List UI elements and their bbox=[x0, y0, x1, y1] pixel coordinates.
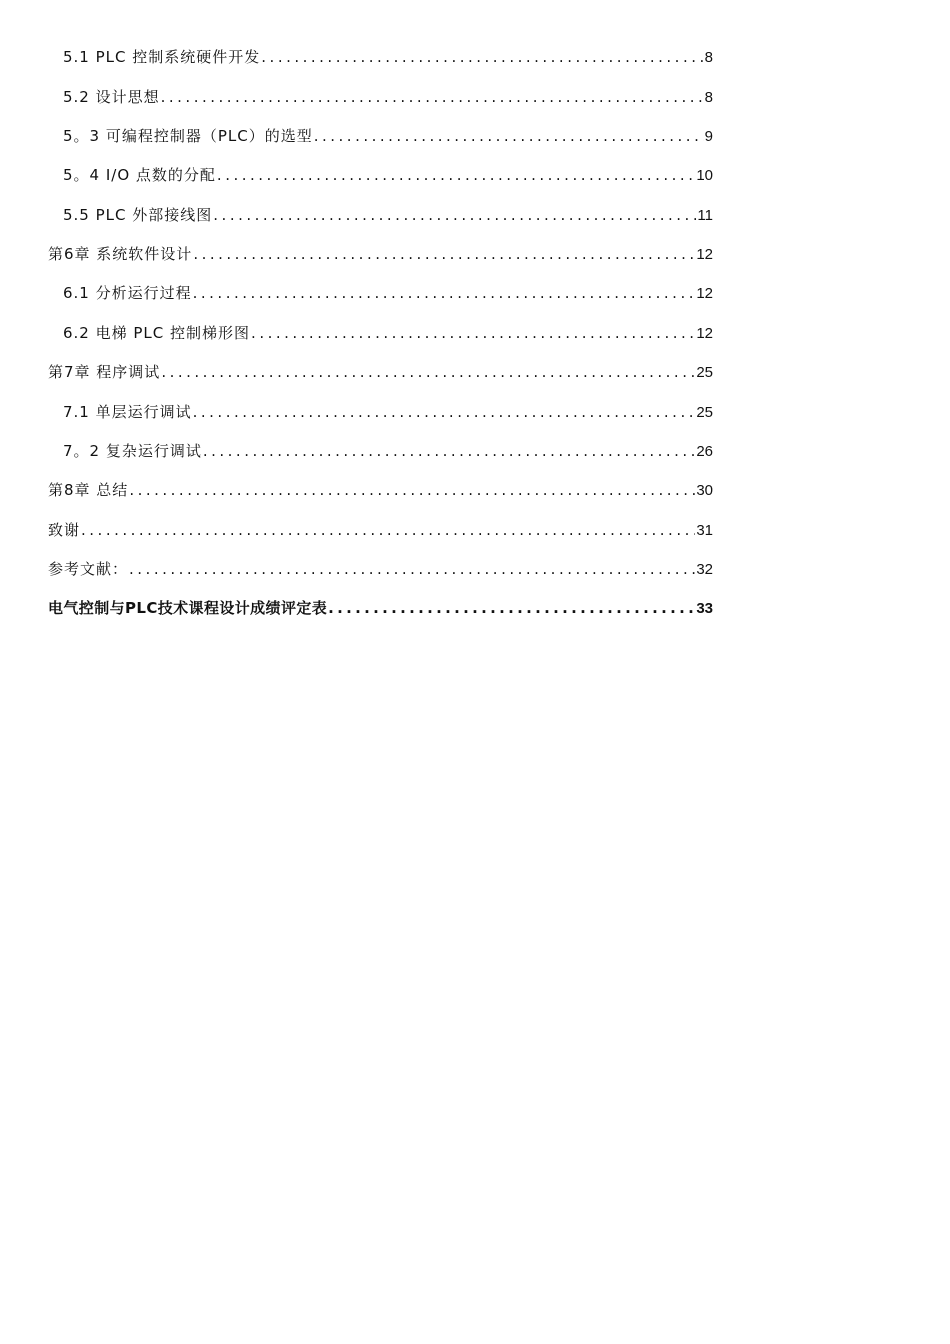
toc-entry-chapter-6[interactable] bbox=[48, 242, 713, 266]
toc-entry-title: 5.5 PLC 外部接线图 bbox=[63, 206, 213, 224]
toc-entry-grading-sheet[interactable] bbox=[48, 596, 713, 620]
toc-dot-leader bbox=[314, 124, 704, 148]
toc-dot-leader bbox=[328, 596, 695, 620]
toc-page-number: 12 bbox=[696, 285, 713, 302]
toc-entry-title: 电气控制与PLC技术课程设计成绩评定表 bbox=[48, 599, 328, 617]
toc-entry-7-2[interactable] bbox=[63, 439, 713, 463]
toc-page-number: 30 bbox=[696, 482, 713, 499]
toc-dot-leader bbox=[203, 439, 695, 463]
toc-dot-leader bbox=[213, 203, 696, 227]
toc-page-number: 9 bbox=[704, 128, 713, 145]
toc-entry-title: 7。2 复杂运行调试 bbox=[63, 442, 202, 460]
toc-dot-leader bbox=[81, 518, 695, 542]
toc-entry-chapter-8[interactable] bbox=[48, 478, 713, 502]
toc-dot-leader bbox=[217, 163, 695, 187]
toc-entry-5-3[interactable] bbox=[63, 124, 713, 148]
toc-entry-5-2[interactable] bbox=[63, 85, 713, 109]
toc-dot-leader bbox=[129, 557, 695, 581]
toc-entry-title: 5.2 设计思想 bbox=[63, 88, 160, 106]
toc-page-number: 31 bbox=[696, 522, 713, 539]
toc-entry-title: 参考文献： bbox=[48, 560, 129, 578]
toc-entry-title: 致谢 bbox=[48, 521, 81, 539]
toc-page-number: 26 bbox=[696, 443, 713, 460]
toc-entry-5-1[interactable] bbox=[63, 45, 713, 69]
toc-entry-chapter-7[interactable] bbox=[48, 360, 713, 384]
toc-dot-leader bbox=[193, 281, 696, 305]
toc-page-number: 11 bbox=[697, 207, 713, 224]
toc-page-number: 32 bbox=[696, 561, 713, 578]
toc-entry-acknowledgements[interactable] bbox=[48, 518, 713, 542]
toc-entry-title: 5。3 可编程控制器（PLC）的选型 bbox=[63, 127, 313, 145]
toc-entry-title: 第6章 系统软件设计 bbox=[48, 245, 193, 263]
toc-dot-leader bbox=[193, 400, 696, 424]
toc-dot-leader bbox=[251, 321, 695, 345]
toc-dot-leader bbox=[261, 45, 703, 69]
toc-entry-title: 5。4 I/O 点数的分配 bbox=[63, 166, 216, 184]
toc-entry-title: 6.1 分析运行过程 bbox=[63, 284, 192, 302]
toc-page-number: 12 bbox=[696, 325, 713, 342]
toc-page-number: 33 bbox=[696, 600, 713, 617]
toc-entry-7-1[interactable] bbox=[63, 400, 713, 424]
toc-page-number: 25 bbox=[696, 404, 713, 421]
toc-page-number: 25 bbox=[696, 364, 713, 381]
toc-dot-leader bbox=[161, 85, 704, 109]
toc-entry-title: 第8章 总结 bbox=[48, 481, 129, 499]
toc-entry-title: 第7章 程序调试 bbox=[48, 363, 161, 381]
toc-dot-leader bbox=[161, 360, 695, 384]
toc-page-number: 12 bbox=[696, 246, 713, 263]
toc-entry-title: 7.1 单层运行调试 bbox=[63, 403, 192, 421]
toc-dot-leader bbox=[193, 242, 695, 266]
toc-entry-title: 5.1 PLC 控制系统硬件开发 bbox=[63, 48, 261, 66]
toc-page-number: 10 bbox=[696, 167, 713, 184]
toc-dot-leader bbox=[129, 478, 695, 502]
toc-entry-title: 6.2 电梯 PLC 控制梯形图 bbox=[63, 324, 251, 342]
toc-entry-references[interactable] bbox=[48, 557, 713, 581]
toc-entry-6-1[interactable] bbox=[63, 281, 713, 305]
toc-page-number: 8 bbox=[704, 49, 713, 66]
toc-page-number: 8 bbox=[704, 89, 713, 106]
toc-entry-5-4[interactable] bbox=[63, 163, 713, 187]
toc-entry-6-2[interactable] bbox=[63, 321, 713, 345]
toc-entry-5-5[interactable] bbox=[63, 203, 713, 227]
